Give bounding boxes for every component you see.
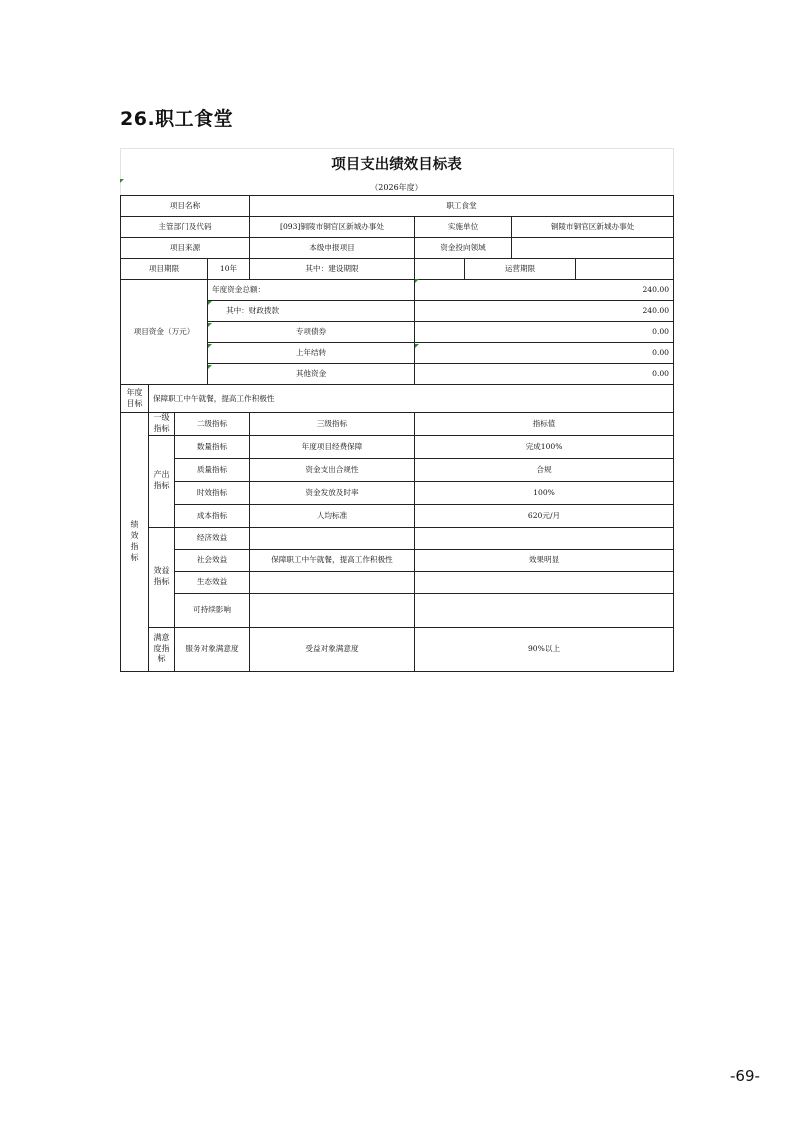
table-row xyxy=(121,196,674,217)
indicator-level3: 年度项目经费保障 xyxy=(250,435,415,458)
indicator-value xyxy=(415,527,674,549)
output-label: 产出指标 xyxy=(149,435,175,527)
table-row xyxy=(121,413,674,436)
table-row xyxy=(121,458,674,481)
indicator-level3 xyxy=(250,593,415,627)
page-number: -69- xyxy=(730,1067,760,1085)
indicator-value: 90%以上 xyxy=(415,627,674,671)
cell-marker-icon xyxy=(120,179,124,183)
sheet-right-border xyxy=(673,148,674,195)
indicator-level2: 生态效益 xyxy=(175,571,250,593)
indicator-value: 合规 xyxy=(415,458,674,481)
indicator-value: 620元/月 xyxy=(415,504,674,527)
table-subtitle: （2026年度） xyxy=(370,183,423,192)
cell-marker-icon xyxy=(208,323,212,327)
indicator-level2: 数量指标 xyxy=(175,435,250,458)
indicator-level2: 服务对象满意度 xyxy=(175,627,250,671)
cell-marker-icon xyxy=(415,279,419,283)
indicator-level3: 受益对象满意度 xyxy=(250,627,415,671)
fund-fiscal-label: 其中：财政拨款 xyxy=(208,301,415,322)
table-row xyxy=(121,571,674,593)
header-level3: 三级指标 xyxy=(250,413,415,436)
indicator-level3 xyxy=(250,527,415,549)
fund-bond-value: 0.00 xyxy=(415,322,674,343)
indicator-level2: 时效指标 xyxy=(175,481,250,504)
construction-label: 其中：建设期限 xyxy=(250,259,415,280)
table-row xyxy=(121,217,674,238)
period-label: 项目期限 xyxy=(121,259,208,280)
annual-goal-label: 年度目标 xyxy=(121,385,149,413)
table-row xyxy=(121,504,674,527)
indicator-value xyxy=(415,571,674,593)
benefit-label: 效益指标 xyxy=(149,527,175,627)
funds-label: 项目资金（万元） xyxy=(121,280,208,385)
indicator-level3: 人均标准 xyxy=(250,504,415,527)
impl-value: 铜陵市铜官区新城办事处 xyxy=(512,217,674,238)
fund-fiscal-value: 240.00 xyxy=(415,301,674,322)
indicator-level2: 社会效益 xyxy=(175,549,250,571)
table-row xyxy=(121,385,674,413)
cell-marker-icon xyxy=(208,301,212,305)
indicators-main-label: 绩效指标 xyxy=(121,413,149,672)
indicator-value: 100% xyxy=(415,481,674,504)
table-row xyxy=(121,593,674,627)
period-value: 10年 xyxy=(208,259,250,280)
performance-table-sheet xyxy=(120,148,673,670)
table-row xyxy=(121,481,674,504)
source-label: 项目来源 xyxy=(121,238,250,259)
field-label: 资金投向领域 xyxy=(415,238,512,259)
project-name-value: 职工食堂 xyxy=(250,196,674,217)
cell-marker-icon xyxy=(208,344,212,348)
section-title: 26.职工食堂 xyxy=(120,108,234,130)
indicator-value: 效果明显 xyxy=(415,549,674,571)
indicator-level3: 资金支出合规性 xyxy=(250,458,415,481)
impl-label: 实施单位 xyxy=(415,217,512,238)
fund-bond-label: 专项债券 xyxy=(208,322,415,343)
header-level1: 一级指标 xyxy=(149,413,175,436)
fund-other-label: 其他资金 xyxy=(208,364,415,385)
dept-label: 主管部门及代码 xyxy=(121,217,250,238)
header-level2: 二级指标 xyxy=(175,413,250,436)
indicator-level3 xyxy=(250,571,415,593)
indicator-level3: 保障职工中午就餐，提高工作积极性 xyxy=(250,549,415,571)
fund-total-label: 年度资金总额： xyxy=(208,280,415,301)
operation-value xyxy=(576,259,674,280)
source-value: 本级申报项目 xyxy=(250,238,415,259)
indicator-level2: 可持续影响 xyxy=(175,593,250,627)
satisfaction-label: 满意度指标 xyxy=(149,627,175,671)
fund-total-value: 240.00 xyxy=(415,280,674,301)
table-row xyxy=(121,527,674,549)
indicator-value xyxy=(415,593,674,627)
field-value xyxy=(512,238,674,259)
table-row xyxy=(121,435,674,458)
fund-carryover-value: 0.00 xyxy=(415,343,674,364)
cell-marker-icon xyxy=(208,365,212,369)
indicator-level2: 成本指标 xyxy=(175,504,250,527)
fund-carryover-label: 上年结转 xyxy=(208,343,415,364)
table-row xyxy=(121,259,674,280)
performance-table xyxy=(120,195,674,672)
table-row xyxy=(121,627,674,671)
indicator-value: 完成100% xyxy=(415,435,674,458)
table-row xyxy=(121,238,674,259)
dept-value: [093]铜陵市铜官区新城办事处 xyxy=(250,217,415,238)
fund-other-value: 0.00 xyxy=(415,364,674,385)
table-title: 项目支出绩效目标表 xyxy=(331,157,462,173)
operation-label: 运营期限 xyxy=(465,259,576,280)
indicator-level2: 质量指标 xyxy=(175,458,250,481)
table-row xyxy=(121,280,674,301)
table-row xyxy=(121,549,674,571)
indicator-level3: 资金发放及时率 xyxy=(250,481,415,504)
cell-marker-icon xyxy=(415,344,419,348)
header-value: 指标值 xyxy=(415,413,674,436)
indicator-level2: 经济效益 xyxy=(175,527,250,549)
annual-goal-value: 保障职工中午就餐，提高工作积极性 xyxy=(149,385,674,413)
project-name-label: 项目名称 xyxy=(121,196,250,217)
construction-value xyxy=(415,259,465,280)
